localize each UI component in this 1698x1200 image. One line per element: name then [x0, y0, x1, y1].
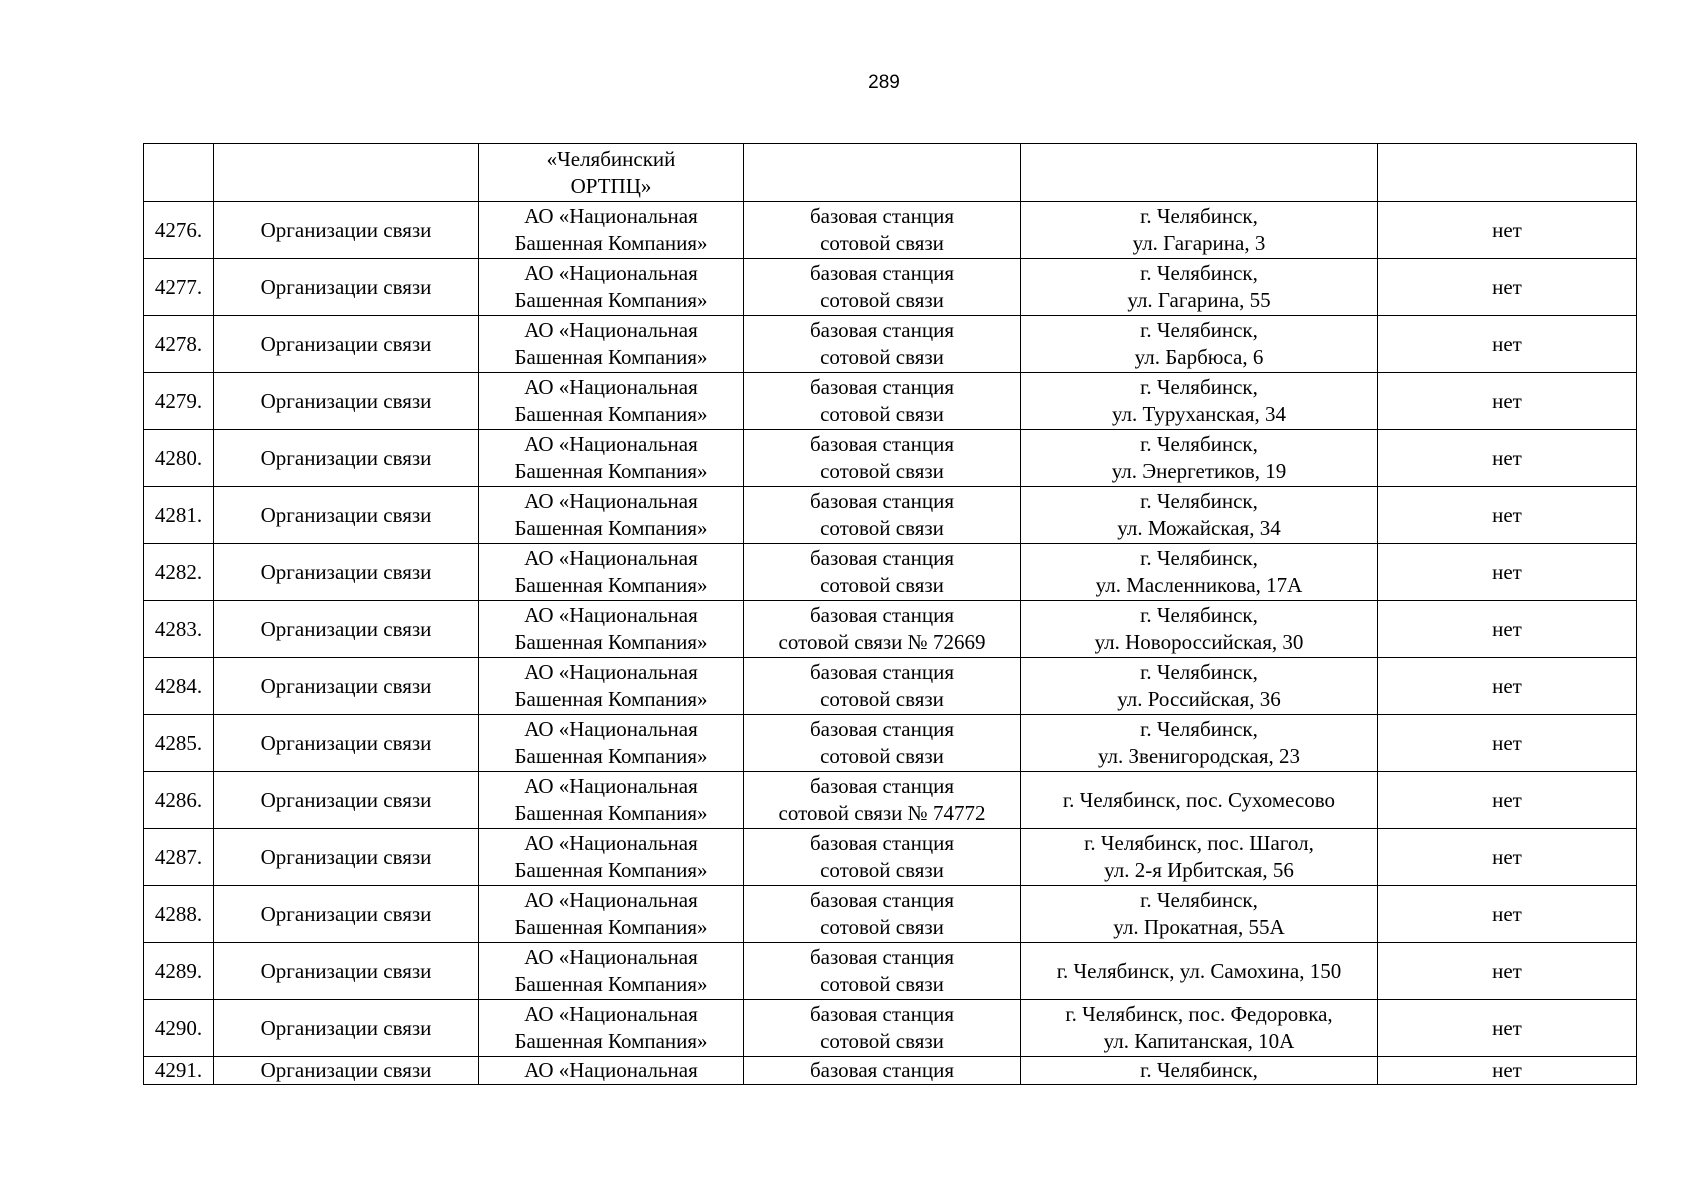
cell-num: 4283.: [144, 601, 214, 658]
cell-category: Организации связи: [214, 886, 479, 943]
cell-value: нет: [1378, 316, 1637, 373]
org-line: АО «Национальная: [524, 204, 698, 228]
object-line: сотовой связи: [820, 1029, 944, 1053]
org-line: Башенная Компания»: [514, 288, 708, 312]
address-line: ул. Российская, 36: [1117, 687, 1281, 711]
cell-object: [744, 886, 1021, 943]
cell-object: [744, 373, 1021, 430]
cell-object: [744, 487, 1021, 544]
cell-num: 4279.: [144, 373, 214, 430]
table-body: [144, 144, 1637, 1085]
table-row: [144, 829, 1637, 886]
cell-num: 4288.: [144, 886, 214, 943]
org-line: Башенная Компания»: [514, 630, 708, 654]
cell-value: нет: [1378, 544, 1637, 601]
object-line: сотовой связи: [820, 402, 944, 426]
object-line: сотовой связи: [820, 858, 944, 882]
cell-num: 4276.: [144, 202, 214, 259]
object-line: базовая станция: [810, 204, 954, 228]
cell-num: 4284.: [144, 658, 214, 715]
object-line: сотовой связи: [820, 459, 944, 483]
object-line: сотовой связи: [820, 345, 944, 369]
address-line: г. Челябинск,: [1140, 375, 1258, 399]
address-line: ул. Энергетиков, 19: [1111, 459, 1287, 483]
cell-value: нет: [1378, 772, 1637, 829]
org-line: Башенная Компания»: [514, 402, 708, 426]
cell-org: [479, 259, 744, 316]
cell-object: [744, 144, 1021, 202]
cell-category: [214, 144, 479, 202]
cell-value: нет: [1378, 601, 1637, 658]
table-row: [144, 658, 1637, 715]
cell-value: нет: [1378, 202, 1637, 259]
address-line: г. Челябинск,: [1140, 1058, 1258, 1082]
cell-category: Организации связи: [214, 259, 479, 316]
address-line: г. Челябинск,: [1140, 888, 1258, 912]
cell-org: [479, 430, 744, 487]
object-line: сотовой связи: [820, 288, 944, 312]
object-line: сотовой связи: [820, 744, 944, 768]
org-line: ОРТПЦ»: [570, 173, 652, 198]
cell-object: [744, 430, 1021, 487]
table-row: [144, 715, 1637, 772]
cell-value: нет: [1378, 430, 1637, 487]
org-line: АО «Национальная: [524, 1002, 698, 1026]
cell-category: Организации связи: [214, 487, 479, 544]
object-line: базовая станция: [810, 546, 954, 570]
cell-object: [744, 1057, 1021, 1085]
cell-category: Организации связи: [214, 658, 479, 715]
cell-num: 4281.: [144, 487, 214, 544]
cell-address: [1021, 943, 1378, 1000]
cell-org: [479, 943, 744, 1000]
cell-object: [744, 601, 1021, 658]
cell-category: Организации связи: [214, 601, 479, 658]
org-line: Башенная Компания»: [514, 915, 708, 939]
object-line: базовая станция: [810, 660, 954, 684]
table-row: [144, 544, 1637, 601]
object-line: базовая станция: [810, 489, 954, 513]
cell-num: 4285.: [144, 715, 214, 772]
cell-object: [744, 1000, 1021, 1057]
cell-object: [744, 715, 1021, 772]
org-line: АО «Национальная: [524, 1058, 698, 1082]
table-row: [144, 259, 1637, 316]
cell-category: Организации связи: [214, 544, 479, 601]
object-line: базовая станция: [810, 945, 954, 969]
org-line: Башенная Компания»: [514, 345, 708, 369]
cell-object: [744, 259, 1021, 316]
address-line: г. Челябинск,: [1140, 717, 1258, 741]
cell-category: Организации связи: [214, 1057, 479, 1085]
cell-address: [1021, 1000, 1378, 1057]
object-line: сотовой связи № 74772: [778, 801, 986, 825]
object-line: базовая станция: [810, 717, 954, 741]
address-line: г. Челябинск,: [1140, 261, 1258, 285]
org-line: «Челябинский: [546, 146, 676, 171]
cell-org: [479, 544, 744, 601]
org-line: АО «Национальная: [524, 432, 698, 456]
org-line: Башенная Компания»: [514, 801, 708, 825]
cell-num: [144, 144, 214, 202]
cell-address: [1021, 658, 1378, 715]
org-line: Башенная Компания»: [514, 858, 708, 882]
object-line: базовая станция: [810, 774, 954, 798]
cell-address: [1021, 316, 1378, 373]
cell-address: [1021, 373, 1378, 430]
address-line: ул. Прокатная, 55А: [1113, 915, 1285, 939]
cell-value: нет: [1378, 715, 1637, 772]
cell-object: [744, 544, 1021, 601]
table-row: [144, 487, 1637, 544]
page-number: 289: [868, 72, 900, 93]
org-line: Башенная Компания»: [514, 1029, 708, 1053]
cell-org: [479, 1057, 744, 1085]
object-line: базовая станция: [810, 261, 954, 285]
object-line: сотовой связи: [820, 972, 944, 996]
org-line: АО «Национальная: [524, 489, 698, 513]
address-line: ул. Гагарина, 3: [1132, 231, 1266, 255]
cell-category: Организации связи: [214, 316, 479, 373]
cell-value: нет: [1378, 373, 1637, 430]
address-line: ул. Можайская, 34: [1117, 516, 1281, 540]
object-line: базовая станция: [810, 432, 954, 456]
address-line: г. Челябинск,: [1140, 432, 1258, 456]
cell-org: [479, 886, 744, 943]
address-line: г. Челябинск, пос. Федоровка,: [1065, 1002, 1333, 1026]
table-row: [144, 1057, 1637, 1085]
cell-org: [479, 373, 744, 430]
cell-value: нет: [1378, 886, 1637, 943]
org-line: Башенная Компания»: [514, 516, 708, 540]
cell-value: нет: [1378, 943, 1637, 1000]
cell-org: [479, 202, 744, 259]
cell-num: 4289.: [144, 943, 214, 1000]
cell-address: [1021, 829, 1378, 886]
address-line: ул. Барбюса, 6: [1134, 345, 1264, 369]
cell-num: 4277.: [144, 259, 214, 316]
org-line: АО «Национальная: [524, 888, 698, 912]
table-row: [144, 316, 1637, 373]
cell-object: [744, 943, 1021, 1000]
cell-num: 4280.: [144, 430, 214, 487]
org-line: АО «Национальная: [524, 717, 698, 741]
cell-category: Организации связи: [214, 430, 479, 487]
cell-value: нет: [1378, 487, 1637, 544]
address-line: г. Челябинск, ул. Самохина, 150: [1056, 958, 1342, 983]
table-row: [144, 601, 1637, 658]
address-line: г. Челябинск,: [1140, 489, 1258, 513]
cell-address: [1021, 144, 1378, 202]
address-line: ул. Капитанская, 10А: [1103, 1029, 1295, 1053]
cell-num: 4282.: [144, 544, 214, 601]
address-line: ул. Новороссийская, 30: [1094, 630, 1304, 654]
org-line: Башенная Компания»: [514, 573, 708, 597]
cell-org: [479, 772, 744, 829]
cell-category: Организации связи: [214, 1000, 479, 1057]
registry-table: [143, 143, 1637, 1085]
cell-num: 4291.: [144, 1057, 214, 1085]
org-line: Башенная Компания»: [514, 744, 708, 768]
address-line: ул. Гагарина, 55: [1127, 288, 1271, 312]
cell-address: [1021, 715, 1378, 772]
cell-num: 4286.: [144, 772, 214, 829]
object-line: сотовой связи: [820, 687, 944, 711]
cell-num: 4278.: [144, 316, 214, 373]
cell-org: [479, 1000, 744, 1057]
cell-org: [479, 715, 744, 772]
address-line: ул. Звенигородская, 23: [1097, 744, 1301, 768]
cell-value: нет: [1378, 259, 1637, 316]
address-line: ул. Масленникова, 17А: [1095, 573, 1303, 597]
cell-category: Организации связи: [214, 943, 479, 1000]
org-line: АО «Национальная: [524, 546, 698, 570]
cell-object: [744, 202, 1021, 259]
cell-category: Организации связи: [214, 772, 479, 829]
cell-value: [1378, 144, 1637, 202]
table-row: [144, 886, 1637, 943]
cell-org: [479, 144, 744, 202]
org-line: АО «Национальная: [524, 774, 698, 798]
cell-address: [1021, 259, 1378, 316]
cell-address: [1021, 772, 1378, 829]
address-line: ул. Туруханская, 34: [1111, 402, 1287, 426]
object-line: сотовой связи: [820, 231, 944, 255]
cell-address: [1021, 886, 1378, 943]
cell-address: [1021, 1057, 1378, 1085]
table-row: [144, 202, 1637, 259]
table-row: [144, 772, 1637, 829]
object-line: базовая станция: [810, 1058, 954, 1082]
continuation-row: [144, 144, 1637, 202]
object-line: базовая станция: [810, 603, 954, 627]
org-line: АО «Национальная: [524, 660, 698, 684]
org-line: Башенная Компания»: [514, 687, 708, 711]
object-line: сотовой связи: [820, 516, 944, 540]
address-line: ул. 2-я Ирбитская, 56: [1104, 858, 1294, 882]
org-line: Башенная Компания»: [514, 231, 708, 255]
cell-address: [1021, 544, 1378, 601]
cell-object: [744, 829, 1021, 886]
org-line: АО «Национальная: [524, 945, 698, 969]
cell-value: нет: [1378, 1057, 1637, 1085]
address-line: г. Челябинск,: [1140, 660, 1258, 684]
cell-org: [479, 829, 744, 886]
table-row: [144, 1000, 1637, 1057]
org-line: АО «Национальная: [524, 375, 698, 399]
address-line: г. Челябинск,: [1140, 603, 1258, 627]
table-row: [144, 373, 1637, 430]
object-line: базовая станция: [810, 318, 954, 342]
cell-category: Организации связи: [214, 373, 479, 430]
cell-object: [744, 658, 1021, 715]
address-line: г. Челябинск, пос. Сухомесово: [1062, 787, 1336, 812]
cell-address: [1021, 487, 1378, 544]
cell-category: Организации связи: [214, 202, 479, 259]
object-line: базовая станция: [810, 1002, 954, 1026]
address-line: г. Челябинск,: [1140, 318, 1258, 342]
cell-category: Организации связи: [214, 829, 479, 886]
table-row: [144, 430, 1637, 487]
cell-value: нет: [1378, 1000, 1637, 1057]
cell-num: 4287.: [144, 829, 214, 886]
object-line: базовая станция: [810, 375, 954, 399]
cell-value: нет: [1378, 829, 1637, 886]
org-line: АО «Национальная: [524, 318, 698, 342]
org-line: Башенная Компания»: [514, 459, 708, 483]
org-line: АО «Национальная: [524, 831, 698, 855]
cell-object: [744, 316, 1021, 373]
cell-value: нет: [1378, 658, 1637, 715]
cell-category: Организации связи: [214, 715, 479, 772]
cell-object: [744, 772, 1021, 829]
cell-org: [479, 316, 744, 373]
table-row: [144, 943, 1637, 1000]
cell-org: [479, 601, 744, 658]
org-line: Башенная Компания»: [514, 972, 708, 996]
cell-address: [1021, 202, 1378, 259]
cell-address: [1021, 601, 1378, 658]
object-line: сотовой связи: [820, 573, 944, 597]
org-line: АО «Национальная: [524, 603, 698, 627]
cell-num: 4290.: [144, 1000, 214, 1057]
org-line: АО «Национальная: [524, 261, 698, 285]
address-line: г. Челябинск,: [1140, 546, 1258, 570]
cell-org: [479, 487, 744, 544]
object-line: сотовой связи: [820, 915, 944, 939]
object-line: базовая станция: [810, 831, 954, 855]
object-line: базовая станция: [810, 888, 954, 912]
address-line: г. Челябинск,: [1140, 204, 1258, 228]
cell-org: [479, 658, 744, 715]
object-line: сотовой связи № 72669: [778, 630, 986, 654]
address-line: г. Челябинск, пос. Шагол,: [1084, 831, 1314, 855]
cell-address: [1021, 430, 1378, 487]
